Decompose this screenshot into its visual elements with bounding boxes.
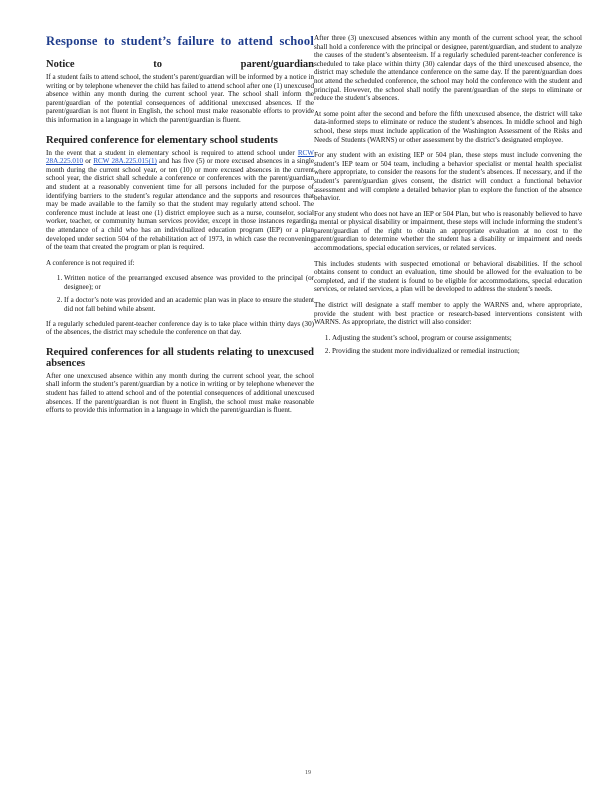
elementary-heading: Required conference for elementary school students — [46, 134, 278, 146]
emotional-paragraph: This includes students with suspected emotional or behavioral disabilities. If the school obtains consent to conduct an evaluation, time should be allowed for the evaluation to be completed, and if the student is found to be eligible for accommodations, special education services, or related services, a plan will be developed to address the student’s needs. — [314, 259, 582, 294]
list-item: 2. Providing the student more individualized or remedial instruction; — [332, 347, 582, 356]
elementary-text-b: and has five (5) or more excused absences in a single month during the current school year, or ten (10) or more excused absences in the current school year, the district shall schedule a conference or conferences with the parent/guardian and student at a reasonably convenient time for all persons included for the purpose of identifying barriers to the student’s regular attendance and the supports and resources that may be made available to the family so that the student may regularly attend school. The conference must include at least one (1) district employee such as a nurse, counselor, social worker, teacher, or community human services provider, except in those instances regarding the attendance of a child who has an individualized education program (IEP) or a plan developed under section 504 of the rehabilitation act of 1973, in which case the reconvening of the team that created the program or plan is required. — [46, 157, 314, 252]
rcw-link-2[interactable]: RCW 28A.225.015(1) — [93, 157, 157, 166]
unexcused-paragraph: After one unexcused absence within any month during the current school year, the school shall inform the student’s parent/guardian by a notice in writing or by telephone whenever the student has failed to attend school and of the potential consequences of additional unexcused absences. If the parent/guardian is not fluent in English, the school must make reasonable efforts to provide this information in a language in which the parent/guardian is fluent. — [46, 371, 314, 415]
rcw-link-1[interactable]: RCW 28A.225.010 — [46, 148, 314, 166]
page-number: 19 — [305, 770, 311, 776]
elementary-paragraph — [46, 149, 314, 252]
unexcused-heading: Required conferences for all students relating to unexcused absences — [46, 346, 314, 369]
list-item: 1. Adjusting the student’s school, program or course assignments; — [332, 334, 582, 343]
notice-heading: Notice to parent/guardian — [46, 59, 314, 70]
elementary-text-or: or — [83, 157, 94, 166]
page-title: Response to student’s failure to attend school — [46, 34, 314, 48]
right-column — [314, 34, 582, 362]
notice-paragraph: If a student fails to attend school, the student’s parent/guardian will be informed by a notice in writing or by telephone whenever the child has failed to attend school after one (1) unexcused absence within any month during the current school year. The school shall inform the parent/guardian of the potential consequences of additional unexcused absences. If the parent/guardian is not fluent in English, the school must make reasonable efforts to provide this information in a language in which the parent/guardian is fluent. — [46, 73, 314, 124]
elementary-text-a: In the event that a student in elementary school is required to attend school under — [46, 148, 298, 157]
no-iep-paragraph: For any student who does not have an IEP or 504 Plan, but who is reasonably believed to have a mental or physical disability or impairment, these steps will include informing the student’s parent/guardian of the right to obtain an appropriate evaluation at no cost to the parent/guardian to determine whether the student has a disability or impairment and needs accommodations, special education services, or related services. — [314, 209, 582, 253]
consider-list — [314, 334, 582, 356]
list-item: 2. If a doctor’s note was provided and an academic plan was in place to ensure the student did not fall behind while absent. — [64, 296, 314, 313]
iep-paragraph: For any student with an existing IEP or 504 plan, these steps must include convening the student’s IEP team or 504 team, including a behavior specialist or mental health specialist where appropriate, to consider the reasons for the student’s absences. If necessary, and if the student’s parent/guardian gives consent, the district will conduct a functional behavior assessment and will complete a detailed behavior plan to explore the function of the absence behavior. — [314, 151, 582, 203]
exception-list — [46, 274, 314, 313]
left-column — [46, 34, 314, 422]
parent-teacher-paragraph: If a regularly scheduled parent-teacher conference day is to take place within thirty days (30) of the absences, the district may schedule the conference on that day. — [46, 319, 314, 337]
list-item: 1. Written notice of the prearranged excused absence was provided to the principal (or designee); or — [64, 274, 314, 291]
conference-not-required: A conference is not required if: — [46, 258, 135, 267]
three-absences-paragraph: After three (3) unexcused absences within any month of the current school year, the school shall hold a conference with the principal or designee, parent/guardian, and student to analyze the causes of the student’s absenteeism. If a regularly scheduled parent-teacher conference is scheduled to take place within thirty (30) calendar days of the third unexcused absence, the district may schedule the attendance conference on the same day. If the parent/guardian does not attend the scheduled conference, the school may hold the conference with the student and principal. However, the school shall notify the parent/guardian of the steps to eliminate or reduce the student’s absences. — [314, 34, 582, 103]
designated-staff-paragraph: The district will designate a staff member to apply the WARNS and, where appropriate, provide the student with best practice or research-based interventions consistent with WARNS. As appropriate, the district will also consider: — [314, 301, 582, 327]
warns-paragraph: At some point after the second and before the fifth unexcused absence, the district will take data-informed steps to eliminate or reduce the student’s absences. In middle school and high school, these steps must include application of the Washington Assessment of the Risks and Needs of Students (WARNS) or other assessment by the district’s designated employee. — [314, 109, 582, 144]
